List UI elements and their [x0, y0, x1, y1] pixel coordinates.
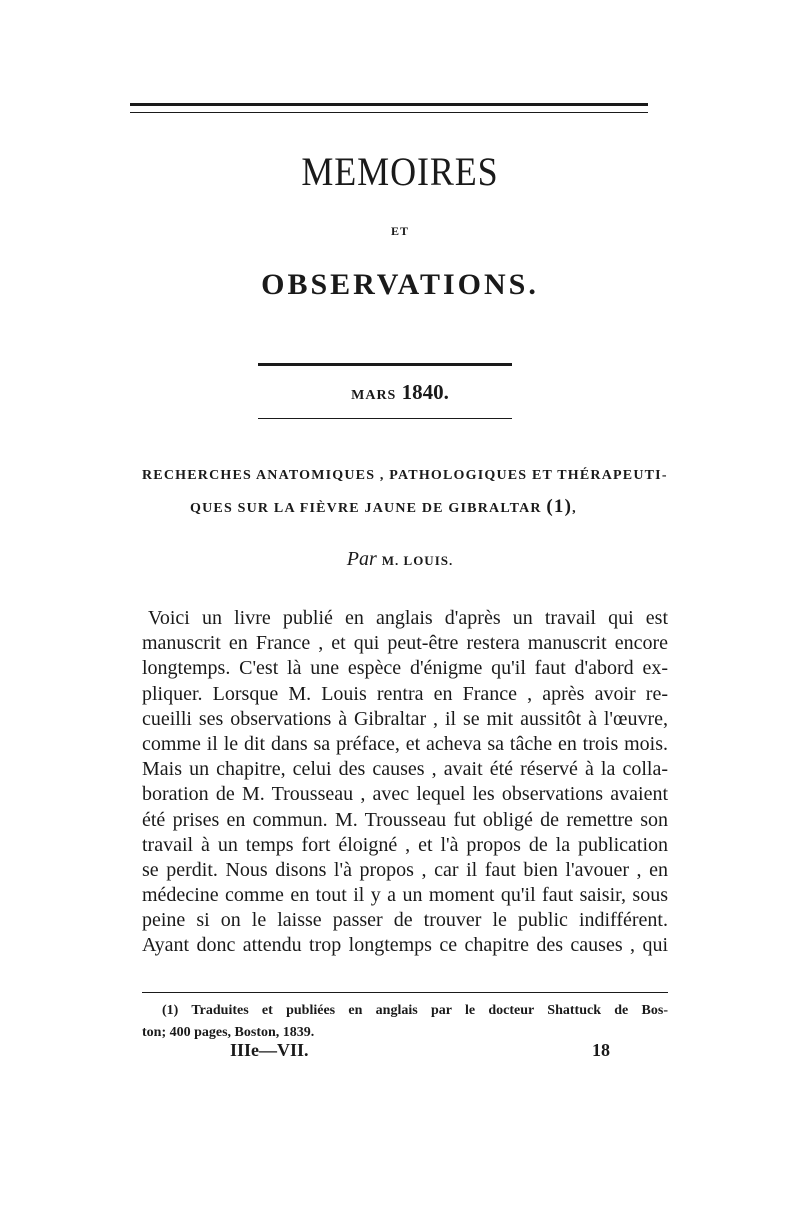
date-rule-top	[258, 363, 512, 366]
body-paragraph	[142, 606, 668, 959]
author-par: Par	[346, 548, 377, 570]
issue-year: 1840.	[401, 380, 449, 404]
top-rule-thin	[130, 112, 648, 113]
article-title-line-2-text: QUES SUR LA FIÈVRE JAUNE DE GIBRALTAR	[190, 501, 542, 516]
title-conjunction: ET	[390, 224, 409, 238]
body-line: manuscrit en France , et qui peut-être restera manuscrit encore	[142, 632, 668, 655]
body-line: Mais un chapitre, celui des causes , avait été réservé à la colla-	[142, 758, 668, 781]
body-line: cueilli ses observations à Gibraltar , il se mit aussitôt à l'œuvre,	[142, 707, 668, 730]
body-line: comme il le dit dans sa préface, et acheva sa tâche en trois mois.	[142, 732, 668, 755]
article-title-line-2	[190, 496, 720, 518]
volume-signature: IIIe—VII.	[230, 1040, 309, 1060]
body-line: été prises en commun. M. Trousseau fut obligé de remettre son	[142, 808, 668, 831]
author-line	[0, 548, 800, 571]
footnote-ref: (1)	[546, 496, 573, 517]
body-line: médecine comme en tout il y a un moment qu'il faut saisir, sous	[142, 884, 668, 907]
author-name: M. LOUIS.	[381, 553, 454, 568]
article-title-line-1: RECHERCHES ANATOMIQUES , PATHOLOGIQUES ET THÉRAPEUTI-	[142, 468, 668, 483]
body-line: boration de M. Trousseau , avec lequel les observations avaient	[142, 783, 668, 806]
body-line: Ayant donc attendu trop longtemps ce chapitre des causes , qui	[142, 934, 668, 957]
body-line: se perdit. Nous disons l'à propos , car il faut bien l'avouer , en	[142, 858, 668, 881]
footnote-line-2: ton; 400 pages, Boston, 1839.	[142, 1025, 315, 1040]
footnote-rule	[142, 992, 668, 993]
subtitle: OBSERVATIONS.	[261, 268, 539, 301]
top-rule-thick	[130, 103, 648, 106]
issue-month: MARS	[351, 388, 397, 403]
article-title-comma: ,	[572, 501, 577, 516]
date-rule-bottom	[258, 418, 512, 419]
main-title: MEMOIRES	[301, 149, 499, 194]
footnote-line-1: (1) Traduites et publiées en anglais par le docteur Shattuck de Bos-	[162, 1003, 668, 1018]
issue-date	[0, 380, 800, 405]
body-line: Voici un livre publié en anglais d'après un travail qui est	[148, 607, 668, 629]
body-line: peine si on le laisse passer de trouver le public indifférent.	[142, 909, 668, 932]
footnote	[142, 1000, 668, 1044]
sheet-number: 18	[592, 1040, 610, 1060]
body-line: travail à un temps fort éloigné , et l'à propos de la publication	[142, 833, 668, 856]
body-line: pliquer. Lorsque M. Louis rentra en France , après avoir re-	[142, 682, 668, 705]
body-line: longtemps. C'est là une espèce d'énigme qu'il faut d'abord ex-	[142, 657, 668, 680]
